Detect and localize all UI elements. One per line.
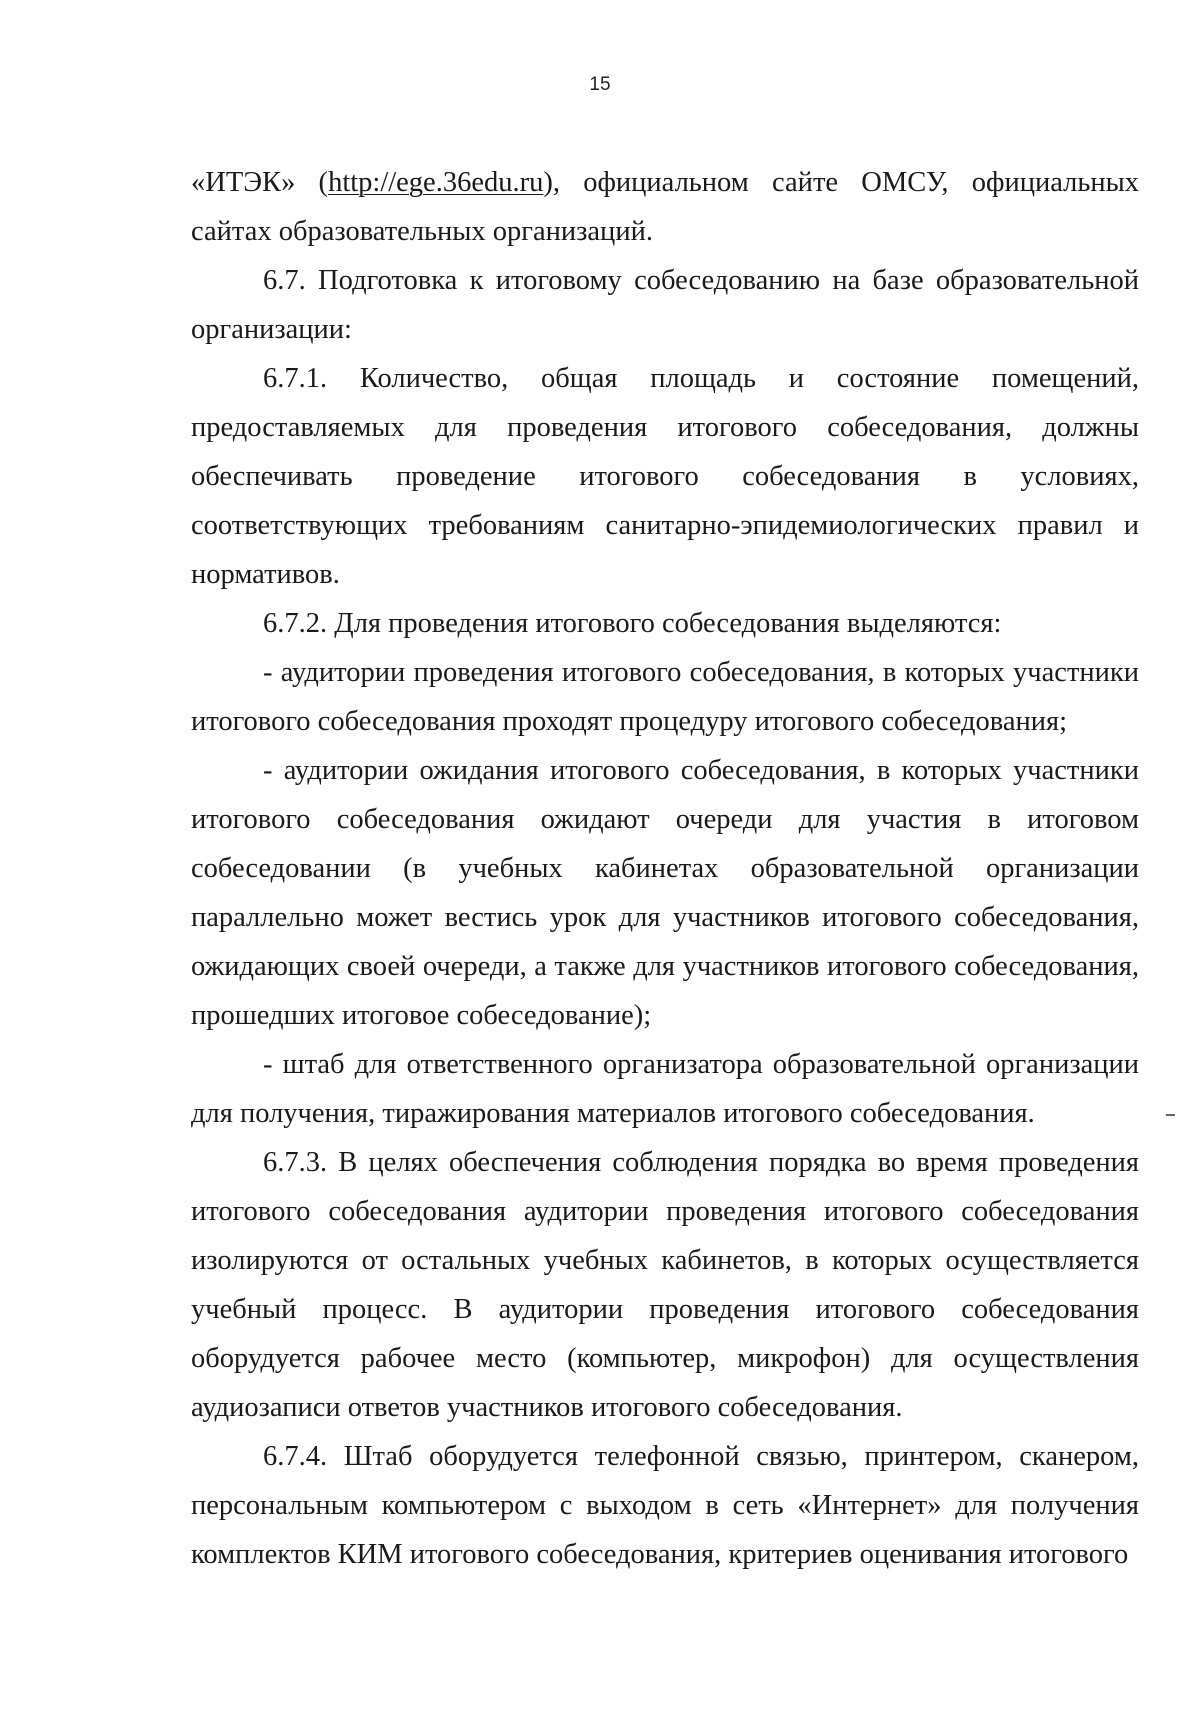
- list-item-exam-rooms: - аудитории проведения итогового собеседования, в которых участники итогового собеседования проходят процедуру итогового собеседования;: [191, 657, 1139, 737]
- margin-mark: [1166, 1114, 1175, 1116]
- paragraph-6-7-2: 6.7.2. Для проведения итогового собеседования выделяются:: [263, 608, 1002, 639]
- paragraph-6-7-1: 6.7.1. Количество, общая площадь и состояние помещений, предоставляемых для проведения итогового собеседования, должны обеспечивать проведение итогового собеседования в условиях, соответствующих требованиям санитарно-эпидемиологических правил и нормативов.: [191, 363, 1139, 590]
- paragraph-text: ), официальном сайте ОМСУ, официальных сайтах образовательных организаций.: [191, 167, 1139, 247]
- document-body: [191, 158, 1139, 1579]
- paragraph-6-7: 6.7. Подготовка к итоговому собеседованию на базе образовательной организации:: [191, 265, 1139, 345]
- list-item-waiting-rooms: - аудитории ожидания итогового собеседования, в которых участники итогового собеседования ожидают очереди для участия в итоговом собеседовании (в учебных кабинетах образовательной организации параллельно может вестись урок для участников итогового собеседования, ожидающих своей очереди, а также для участников итогового собеседования, прошедших итоговое собеседование);: [191, 755, 1139, 1031]
- list-item-headquarters: - штаб для ответственного организатора образовательной организации для получения, тиражирования материалов итогового собеседования.: [191, 1049, 1139, 1129]
- paragraph-6-7-3: 6.7.3. В целях обеспечения соблюдения порядка во время проведения итогового собеседования аудитории проведения итогового собеседования изолируются от остальных учебных кабинетов, в которых осуществляется учебный процесс. В аудитории проведения итогового собеседования оборудуется рабочее место (компьютер, микрофон) для осуществления аудиозаписи ответов участников итогового собеседования.: [191, 1147, 1139, 1423]
- page-number: 15: [589, 74, 611, 95]
- paragraph-continuation: [191, 158, 1139, 256]
- paragraph-6-7-4: 6.7.4. Штаб оборудуется телефонной связью, принтером, сканером, персональным компьютером с выходом в сеть «Интернет» для получения комплектов КИМ итогового собеседования, критериев оценивания итогового: [191, 1441, 1139, 1570]
- ege-site-link[interactable]: http://ege.36edu.ru: [328, 167, 544, 198]
- paragraph-text: «ИТЭК» (: [191, 167, 329, 198]
